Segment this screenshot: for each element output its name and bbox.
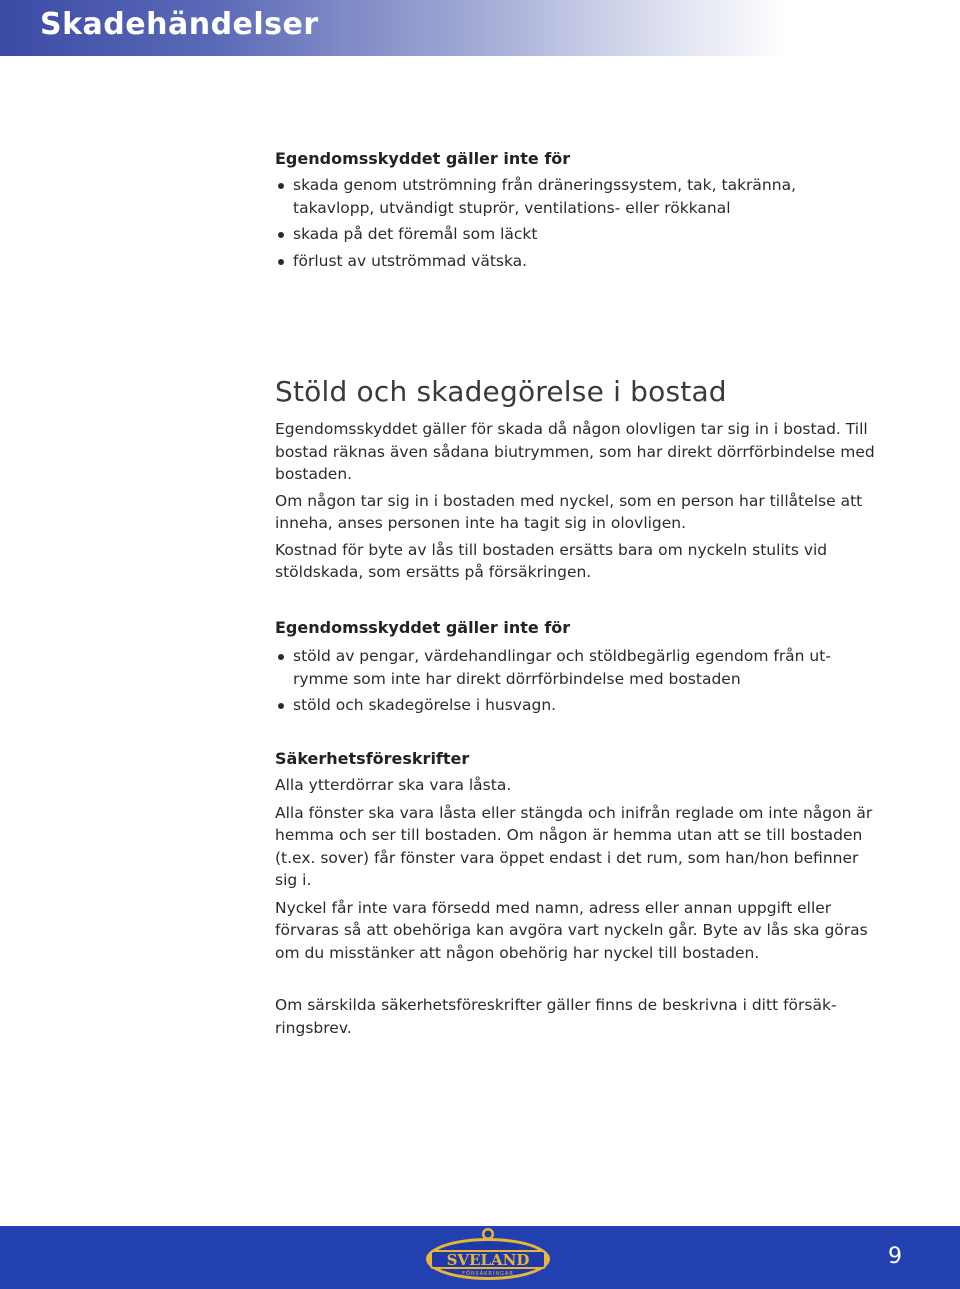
section-exclusions-leakage (275, 149, 875, 276)
page-number: 9 (888, 1244, 902, 1269)
list-item (275, 174, 875, 219)
logo-wordmark: SVELAND (446, 1251, 530, 1269)
logo-subtext: FÖRSÄKRINGAR (462, 1271, 514, 1277)
section-theft-vandalism (275, 375, 875, 584)
bullet-list (275, 174, 875, 272)
section-exclusions-theft (275, 618, 875, 721)
bullet-icon (278, 232, 284, 238)
section-security-rules (275, 749, 875, 1039)
list-item (275, 694, 875, 717)
section-heading: Egendomsskyddet gäller inte för (275, 149, 571, 168)
list-item (275, 645, 875, 690)
bullet-icon (278, 703, 284, 709)
list-item-text: skada genom utströmning från dräneringssystem, tak, takränna, takavlopp, utvändigt stuprör, ventilations- eller rökkanal (293, 176, 796, 217)
paragraph: Alla fönster ska vara låsta eller stängda och inifrån reglade om inte någon är hemma och ser till bostaden. Om någon är hemma utan att se till bostaden (t.ex. sover) får fönster vara öppet endast i det rum, som han/hon befinner sig i. (275, 803, 873, 889)
bullet-list (275, 645, 875, 717)
paragraph: Kostnad för byte av lås till bostaden ersätts bara om nyckeln stulits vid stöldskada, som ersätts på försäkringen. (275, 540, 828, 581)
list-item-text: stöld av pengar, värdehandlingar och stöldbegärlig egendom från utrymme som inte har direkt dörrförbindelse med bostaden (293, 647, 831, 688)
bullet-icon (278, 183, 284, 189)
paragraph: Nyckel får inte vara försedd med namn, adress eller annan uppgift eller förvaras så att obehöriga kan avgöra vart nyckeln går. Byte av lås ska göras om du misstänker att någon obehörig har nyckel till bostaden. (275, 898, 868, 962)
header-band (0, 0, 960, 56)
list-item-text: stöld och skadegörelse i husvagn. (293, 696, 557, 714)
list-item (275, 250, 875, 273)
paragraph: Om någon tar sig in i bostaden med nyckel, som en person har tillåtelse att inneha, anses personen inte ha tagit sig in olovligen. (275, 491, 863, 532)
list-item (275, 223, 875, 246)
bullet-icon (278, 259, 284, 265)
section-heading: Säkerhetsföreskrifter (275, 749, 470, 768)
list-item-text: skada på det föremål som läckt (293, 225, 538, 243)
page-title: Skadehändelser (40, 7, 319, 42)
paragraph: Alla ytterdörrar ska vara låsta. (275, 776, 512, 794)
paragraph: Egendomsskyddet gäller för skada då någon olovligen tar sig in i bostad. Till bostad räknas även sådana biutrymmen, som har direkt dörrförbindelse med bostaden. (275, 420, 875, 483)
section-title: Stöld och skadegörelse i bostad (275, 375, 727, 408)
bullet-icon (278, 654, 284, 660)
list-item-text: förlust av utströmmad vätska. (293, 251, 528, 270)
section-heading: Egendomsskyddet gäller inte för (275, 618, 571, 637)
note-paragraph: Om särskilda säkerhetsföreskrifter gäller finns de beskrivna i ditt försäkringsbrev. (275, 996, 837, 1037)
sveland-logo-icon (424, 1228, 552, 1282)
sveland-logo (424, 1228, 552, 1282)
